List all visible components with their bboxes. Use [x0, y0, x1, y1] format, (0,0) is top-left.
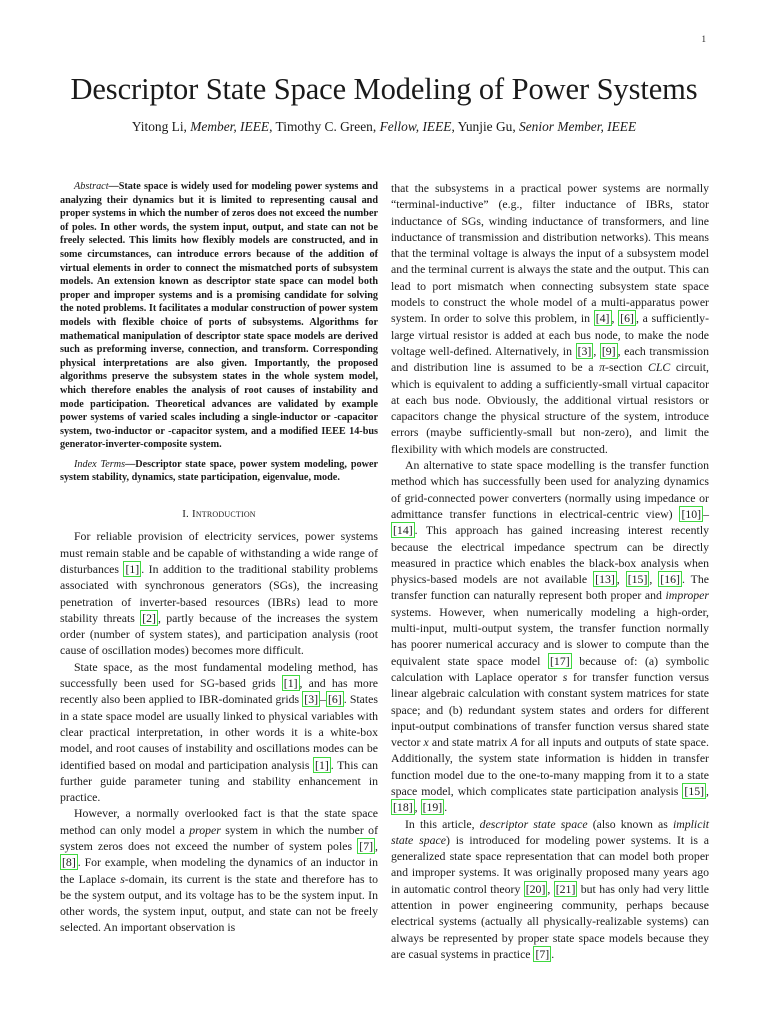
- abstract-label: Abstract: [74, 181, 109, 192]
- citation-link[interactable]: [15]: [627, 572, 648, 587]
- author-role: Member, IEEE: [190, 119, 270, 134]
- citation-link[interactable]: [19]: [422, 800, 443, 815]
- right-column: [391, 180, 709, 962]
- author-role: Fellow, IEEE: [379, 119, 452, 134]
- citation-link[interactable]: [3]: [304, 692, 319, 707]
- abstract: [60, 180, 378, 452]
- author-list: [0, 118, 768, 136]
- section-heading: I. Introduction: [182, 508, 256, 521]
- citation-link[interactable]: [18]: [393, 800, 413, 815]
- body-paragraph: However, a normally overlooked fact is that the state space method can only model a proper system in which the number of system zeros does not exceed the number of system poles [7] , [8] . For example, when modeling the dynamics of an inductor in the Laplace s-domain, its current is the state and therefore has to be the system output, and its voltage has to be the system input. In other words, the system input, output, and state can not be freely selected. An important observation is: [60, 806, 378, 935]
- citation-link[interactable]: [15]: [684, 783, 705, 798]
- citation-link[interactable]: [8]: [62, 855, 76, 870]
- citation-link[interactable]: [14]: [393, 523, 413, 538]
- citation-link[interactable]: [16]: [660, 572, 680, 587]
- citation-link[interactable]: [2]: [142, 610, 156, 625]
- citation-link[interactable]: [20]: [525, 881, 546, 896]
- citation-link[interactable]: [17]: [550, 653, 570, 668]
- body-paragraph: State space, as the most fundamental modeling method, has successfully been used for SG-based grids [1] , and has more recently also been applied to IBR-dominated grids [3] – [6] . States in a state space model are usually linked to physical variables with clear practical interpretation, in other words it is a white-box model, and root causes of instability and oscillations modes can be identified based on modal and participation analysis [1] . This can further guide parameter tuning and stability enhancement in practice.: [60, 659, 379, 805]
- citation-link[interactable]: [4]: [595, 311, 610, 326]
- abstract-text: —State space is widely used for modeling power systems and analyzing their dynamics but it is limited to representing causal and proper systems in which the number of zeros does not exceed the number of poles. In other words, the system input, output, and state can not be freely selected. This limits how flexibly models are constructed, and in some circumstances, can introduce errors because of the addition of virtual elements in order to connect the mismatched ports of subsystem models. An extension known as descriptor state space can model both proper and improper systems and is a promising candidate for solving the noted problems. It facilitates a modular construction of power system models with flexible choice of ports of subsystems. Algorithms for mathematical manipulation of descriptor state space models are derived such as preforming inverse, connection, and transform. Corresponding physical interpretations are also given. Importantly, the proposed algorithms preserve the subsystem states in the whole system model, which therefore enables the analysis of root causes of instability and mode participation. Theoretical advances are validated by example power systems of varied scales including a single-inductor or -capacitor system, two-inductor or -capacitor system, and a modified IEEE 14-bus generator-inverter-composite system.: [60, 181, 378, 451]
- author-name: Yitong Li,: [131, 119, 191, 134]
- index-terms: [60, 458, 378, 485]
- body-paragraph: that the subsystems in a practical power systems are normally “terminal-inductive” (e.g., filter inductance of IBRs, stator inductance of SGs, winding inductance of transformers, and line inductance of transmission and distribution networks). This means that the terminal voltage is always the input of a subsystem model and the terminal current is always the state and the output. This can lead to port mismatch when connecting subsystem state space models to construct the whole model of a multi-apparatus power system. In order to solve this problem, in [4] , [6] , a sufficiently-large virtual resistor is added at each bus node, to make the node voltage well-defined. Alternatively, in [3] , [9] , each transmission and distribution line is assumed to be a π-section CLC circuit, which is equivalent to adding a sufficiently-small virtual capacitor at each bus node. Obviously, the additional virtual resistors or capacitors change the physical structure of the system, introduce errors (maybe sufficiently-small but non-zero), and limit the flexibility with which models are constructed.: [391, 181, 710, 456]
- page-number: 1: [701, 34, 706, 44]
- citation-link[interactable]: [7]: [359, 839, 374, 853]
- author-name: , Yunjie Gu,: [451, 119, 520, 134]
- citation-link[interactable]: [3]: [577, 343, 592, 358]
- citation-link[interactable]: [9]: [601, 343, 616, 358]
- citation-link[interactable]: [1]: [283, 676, 298, 691]
- citation-link[interactable]: [13]: [595, 572, 615, 587]
- author-name: , Timothy C. Green,: [269, 119, 380, 134]
- citation-link[interactable]: [1]: [315, 757, 329, 772]
- citation-link[interactable]: [7]: [535, 946, 550, 961]
- citation-link[interactable]: [6]: [327, 692, 342, 707]
- author-role: Senior Member, IEEE: [519, 119, 637, 134]
- index-terms-label: Index Terms: [74, 458, 126, 470]
- citation-link[interactable]: [10]: [681, 506, 702, 521]
- body-paragraph: An alternative to state space modelling is the transfer function method which has successfully been used for analyzing dynamics of grid-connected power converters (normally using impedance or admittance transfer functions in electrical-centric view) [10] –[14] . This approach has gained increasing interest recently because the electrical impedance spectrum can be directly measured in practice which enables the black-box analysis when physics-based models are not available [13] , [15] , [16] . The transfer function can naturally represent both proper and improper systems. However, when numerically modeling a high-order, multi-input, multi-output system, the transfer function normally has poorer numerical accuracy and is slower to compute than the equivalent state space model [17] because of: (a) symbolic calculation with Laplace operator s for transfer function versus linear algebraic calculation with constant system matrices for state space; and (b) redundant system states and orders for different input-output combinations of transfer function versus shared state vector x and state matrix A for all inputs and outputs of state space. Additionally, the system state information is hidden in transfer function model due to the one-to-many mapping from it to a state space model, which complicates state participation analysis [15] , [18] , [19] .: [391, 458, 709, 815]
- citation-link[interactable]: [6]: [620, 311, 634, 326]
- index-terms-text: —Descriptor state space, power system modeling, power system stability, dynamics, state participation, eigenvalue, mode.: [60, 458, 378, 484]
- body-paragraph: In this article, descriptor state space (also known as implicit state space) is introduced for modeling power systems. It is a generalized state space representation that can model both proper and improper systems. It was originally proposed many years ago in automatic control theory [20] , [21] but has only had very little attention in power engineering community, perhaps because electrical systems (actually all physically-realizable systems) can always be represented by proper state space models because they are casual systems in practice [7] .: [391, 816, 709, 961]
- citation-link[interactable]: [1]: [125, 561, 140, 576]
- citation-link[interactable]: [21]: [555, 881, 576, 896]
- paper-title: Descriptor State Space Modeling of Power Systems: [70, 72, 698, 106]
- body-paragraph: For reliable provision of electricity services, power systems must remain stable and be capable of withstanding a wide range of disturbances [1] . In addition to the traditional stability problems associated with synchronous generators (SGs), the increasing penetration of inverter-based resources (IBRs) lead to more stability threats [2] , partly because of the increases the system order (number of system states), and participation analysis (root cause of oscillation modes) becomes more difficult.: [60, 529, 379, 658]
- left-column: [60, 180, 378, 936]
